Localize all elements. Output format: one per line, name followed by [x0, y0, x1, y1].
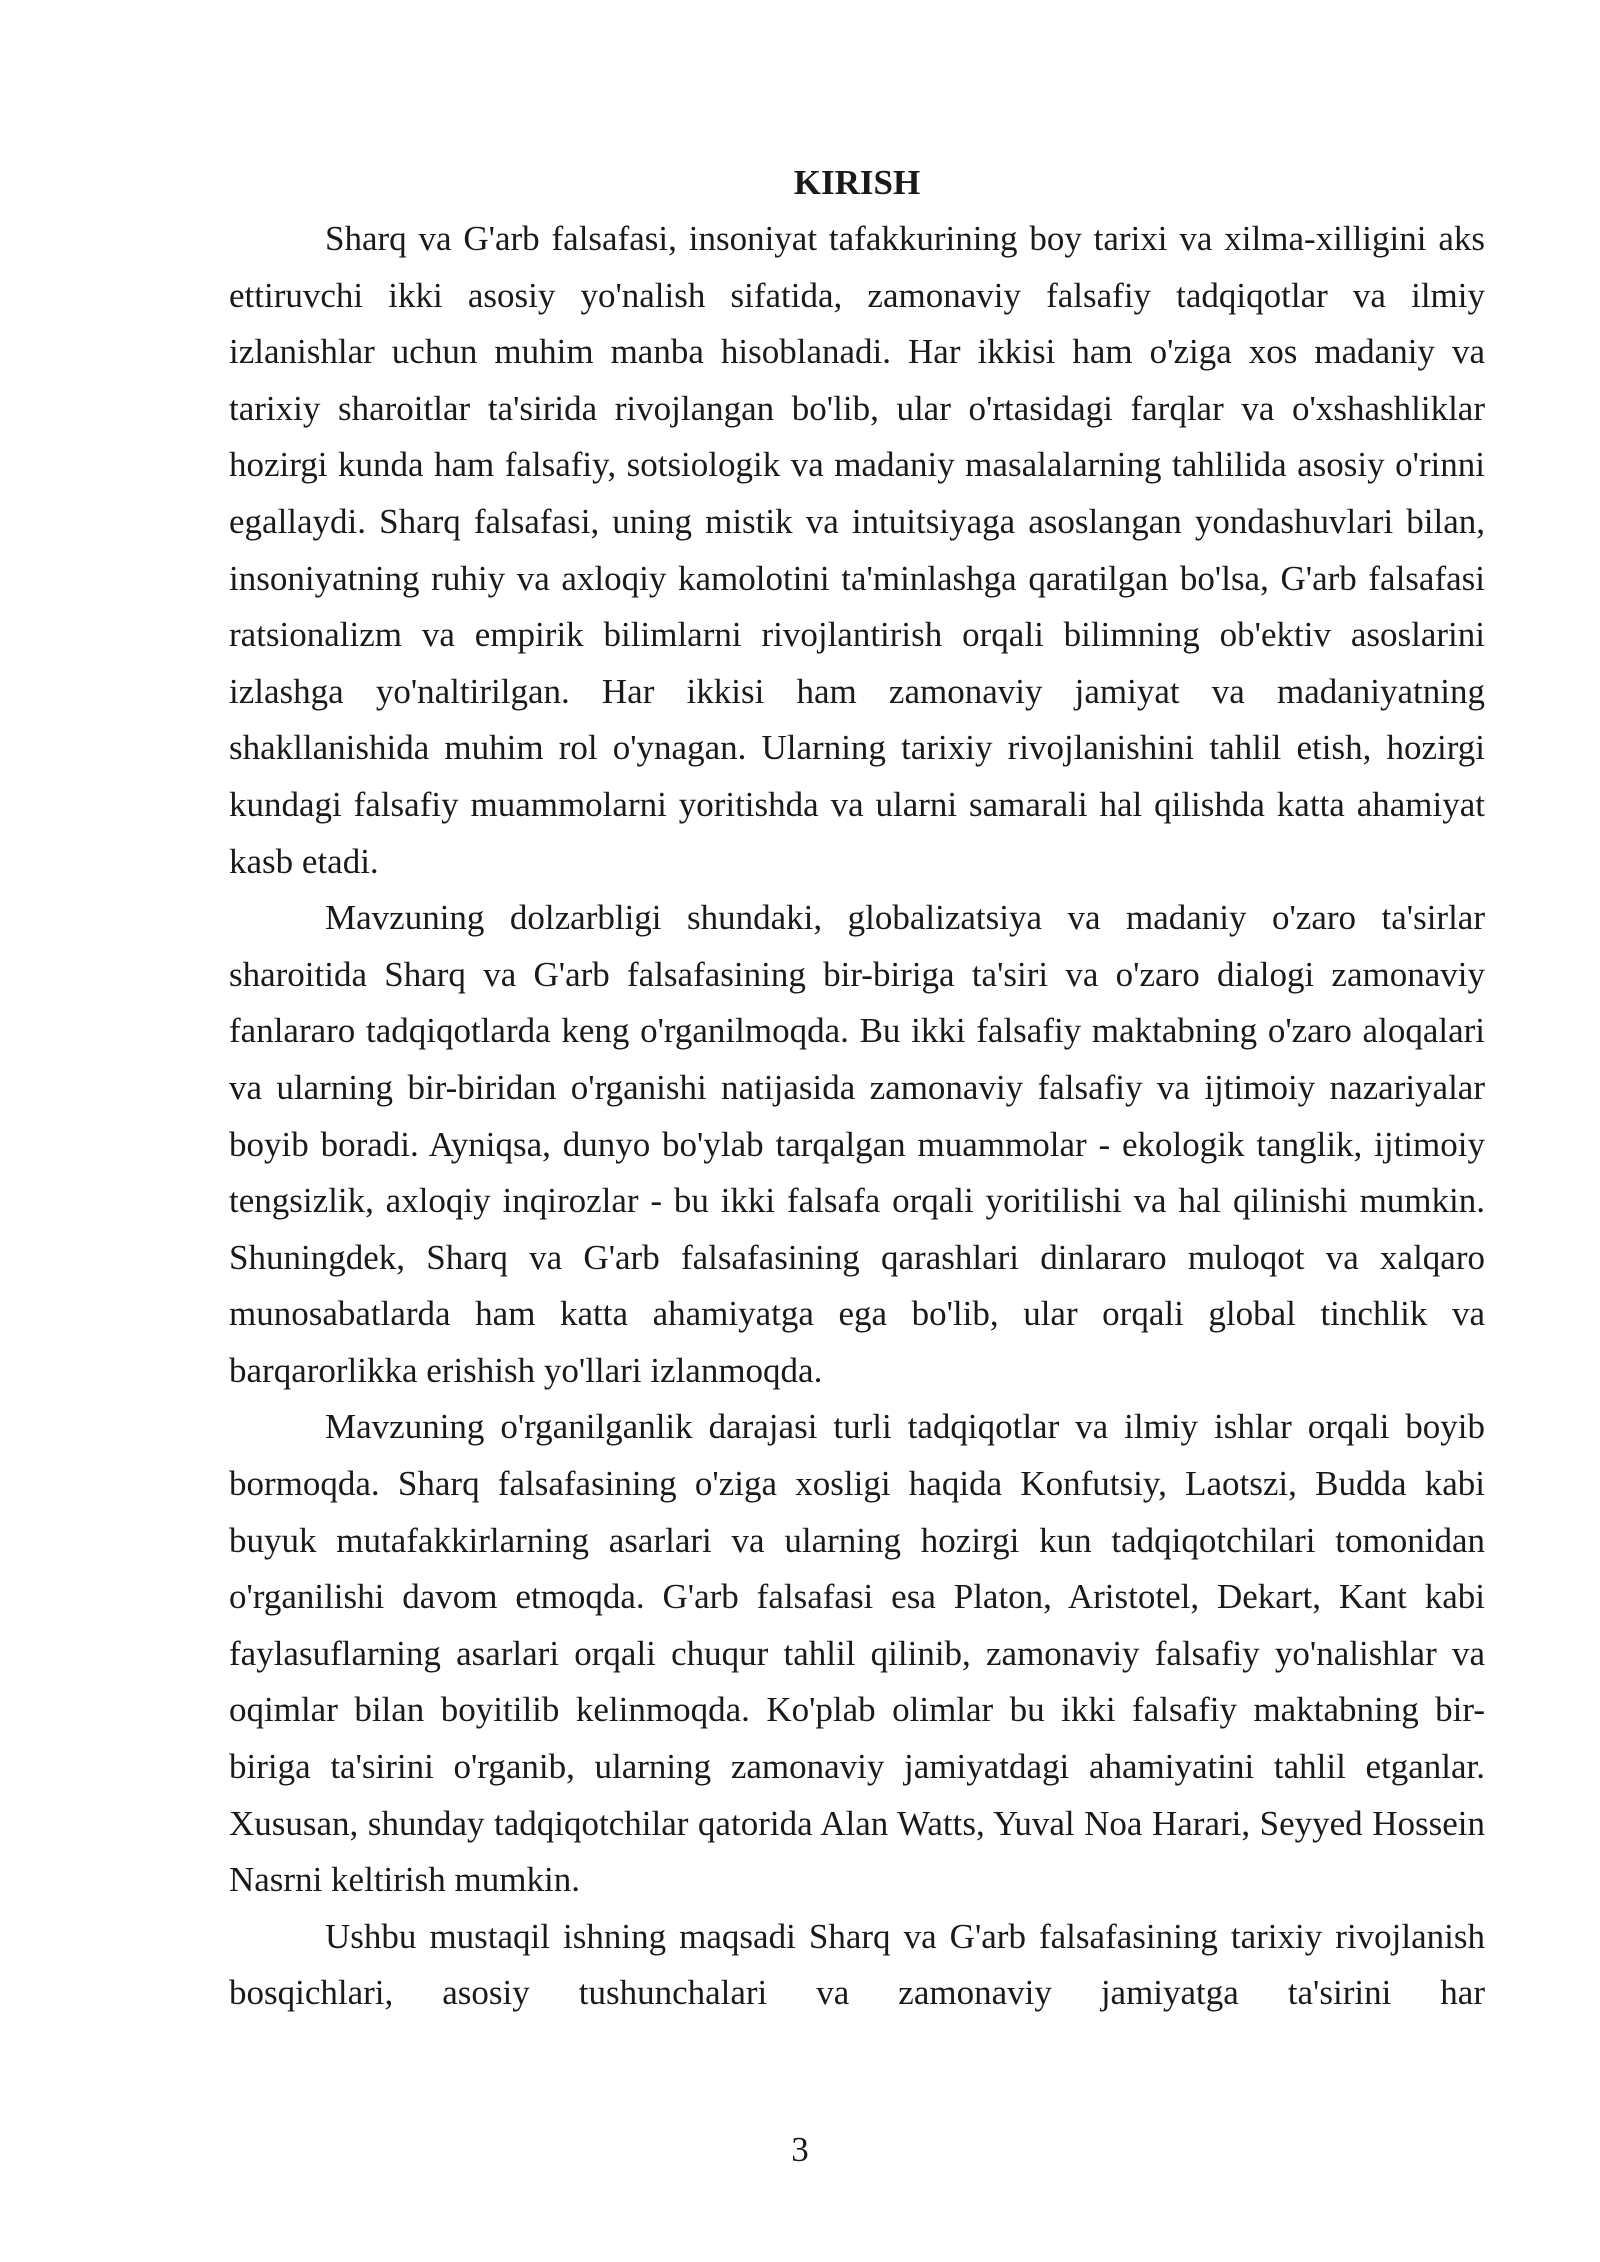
paragraph-relevance: Mavzuning dolzarbligi shundaki, globalizatsiya va madaniy o'zaro ta'sirlar sharoitida Sharq va G'arb falsafasining bir-biriga ta'siri va o'zaro dialogi zamonaviy fanlararo tadqiqotlarda keng o'rganilmoqda. Bu ikki falsafiy maktabning o'zaro aloqalari va ularning bir-biridan o'rganishi natijasida zamonaviy falsafiy va ijtimoiy nazariyalar boyib boradi. Ayniqsa, dunyo bo'ylab tarqalgan muammolar - ekologik tanglik, ijtimoiy tengsizlik, axloqiy inqirozlar - bu ikki falsafa orqali yoritilishi va hal qilinishi mumkin. Shuningdek, Sharq va G'arb falsafasining qarashlari dinlararo muloqot va xalqaro munosabatlarda ham katta ahamiyatga ega bo'lib, ular orqali global tinchlik va barqarorlikka erishish yo'llari izlanmoqda. — [229, 898, 1485, 1390]
paragraph-goal: Ushbu mustaqil ishning maqsadi Sharq va G'arb falsafasining tarixiy rivojlanish bosqichlari, asosiy tushunchalari va zamonaviy jamiyatga ta'sirini har — [229, 1916, 1485, 2013]
paragraph-research-degree: Mavzuning o'rganilganlik darajasi turli tadqiqotlar va ilmiy ishlar orqali boyib bormoqda. Sharq falsafasining o'ziga xosligi haqida Konfutsiy, Laotszi, Budda kabi buyuk mutafakkirlarning asarlari va ularning hozirgi kun tadqiqotchilari tomonidan o'rganilishi davom etmoqda. G'arb falsafasi esa Platon, Aristotel, Dekart, Kant kabi faylasuflarning asarlari orqali chuqur tahlil qilinib, zamonaviy falsafiy yo'nalishlar va oqimlar bilan boyitilib kelinmoqda. Ko'plab olimlar bu ikki falsafiy maktabning bir-biriga ta'sirini o'rganib, ularning zamonaviy jamiyatdagi ahamiyatini tahlil etganlar. Xususan, shunday tadqiqotchilar qatorida Alan Watts, Yuval Noa Harari, Seyyed Hossein Nasrni keltirish mumkin. — [229, 1407, 1485, 1900]
page-number: 3 — [791, 2130, 809, 2169]
paragraph-introduction: Sharq va G'arb falsafasi, insoniyat tafakkurining boy tarixi va xilma-xilligini aks ettiruvchi ikki asosiy yo'nalish sifatida, zamonaviy falsafiy tadqiqotlar va ilmiy izlanishlar uchun muhim manba hisoblanadi. Har ikkisi ham o'ziga xos madaniy va tarixiy sharoitlar ta'sirida rivojlangan bo'lib, ular o'rtasidagi farqlar va o'xshashliklar hozirgi kunda ham falsafiy, sotsiologik va madaniy masalalarning tahlilida asosiy o'rinni egallaydi. Sharq falsafasi, uning mistik va intuitsiyaga asoslangan yondashuvlari bilan, insoniyatning ruhiy va axloqiy kamolotini ta'minlashga qaratilgan bo'lsa, G'arb falsafasi ratsionalizm va empirik bilimlarni rivojlantirish orqali bilimning ob'ektiv asoslarini izlashga yo'naltirilgan. Har ikkisi ham zamonaviy jamiyat va madaniyatning shakllanishida muhim rol o'ynagan. Ularning tarixiy rivojlanishini tahlil etish, hozirgi kundagi falsafiy muammolarni yoritishda va ularni samarali hal qilishda katta ahamiyat kasb etadi. — [229, 219, 1485, 881]
document-page — [229, 155, 1485, 2022]
section-title: KIRISH — [793, 163, 921, 202]
